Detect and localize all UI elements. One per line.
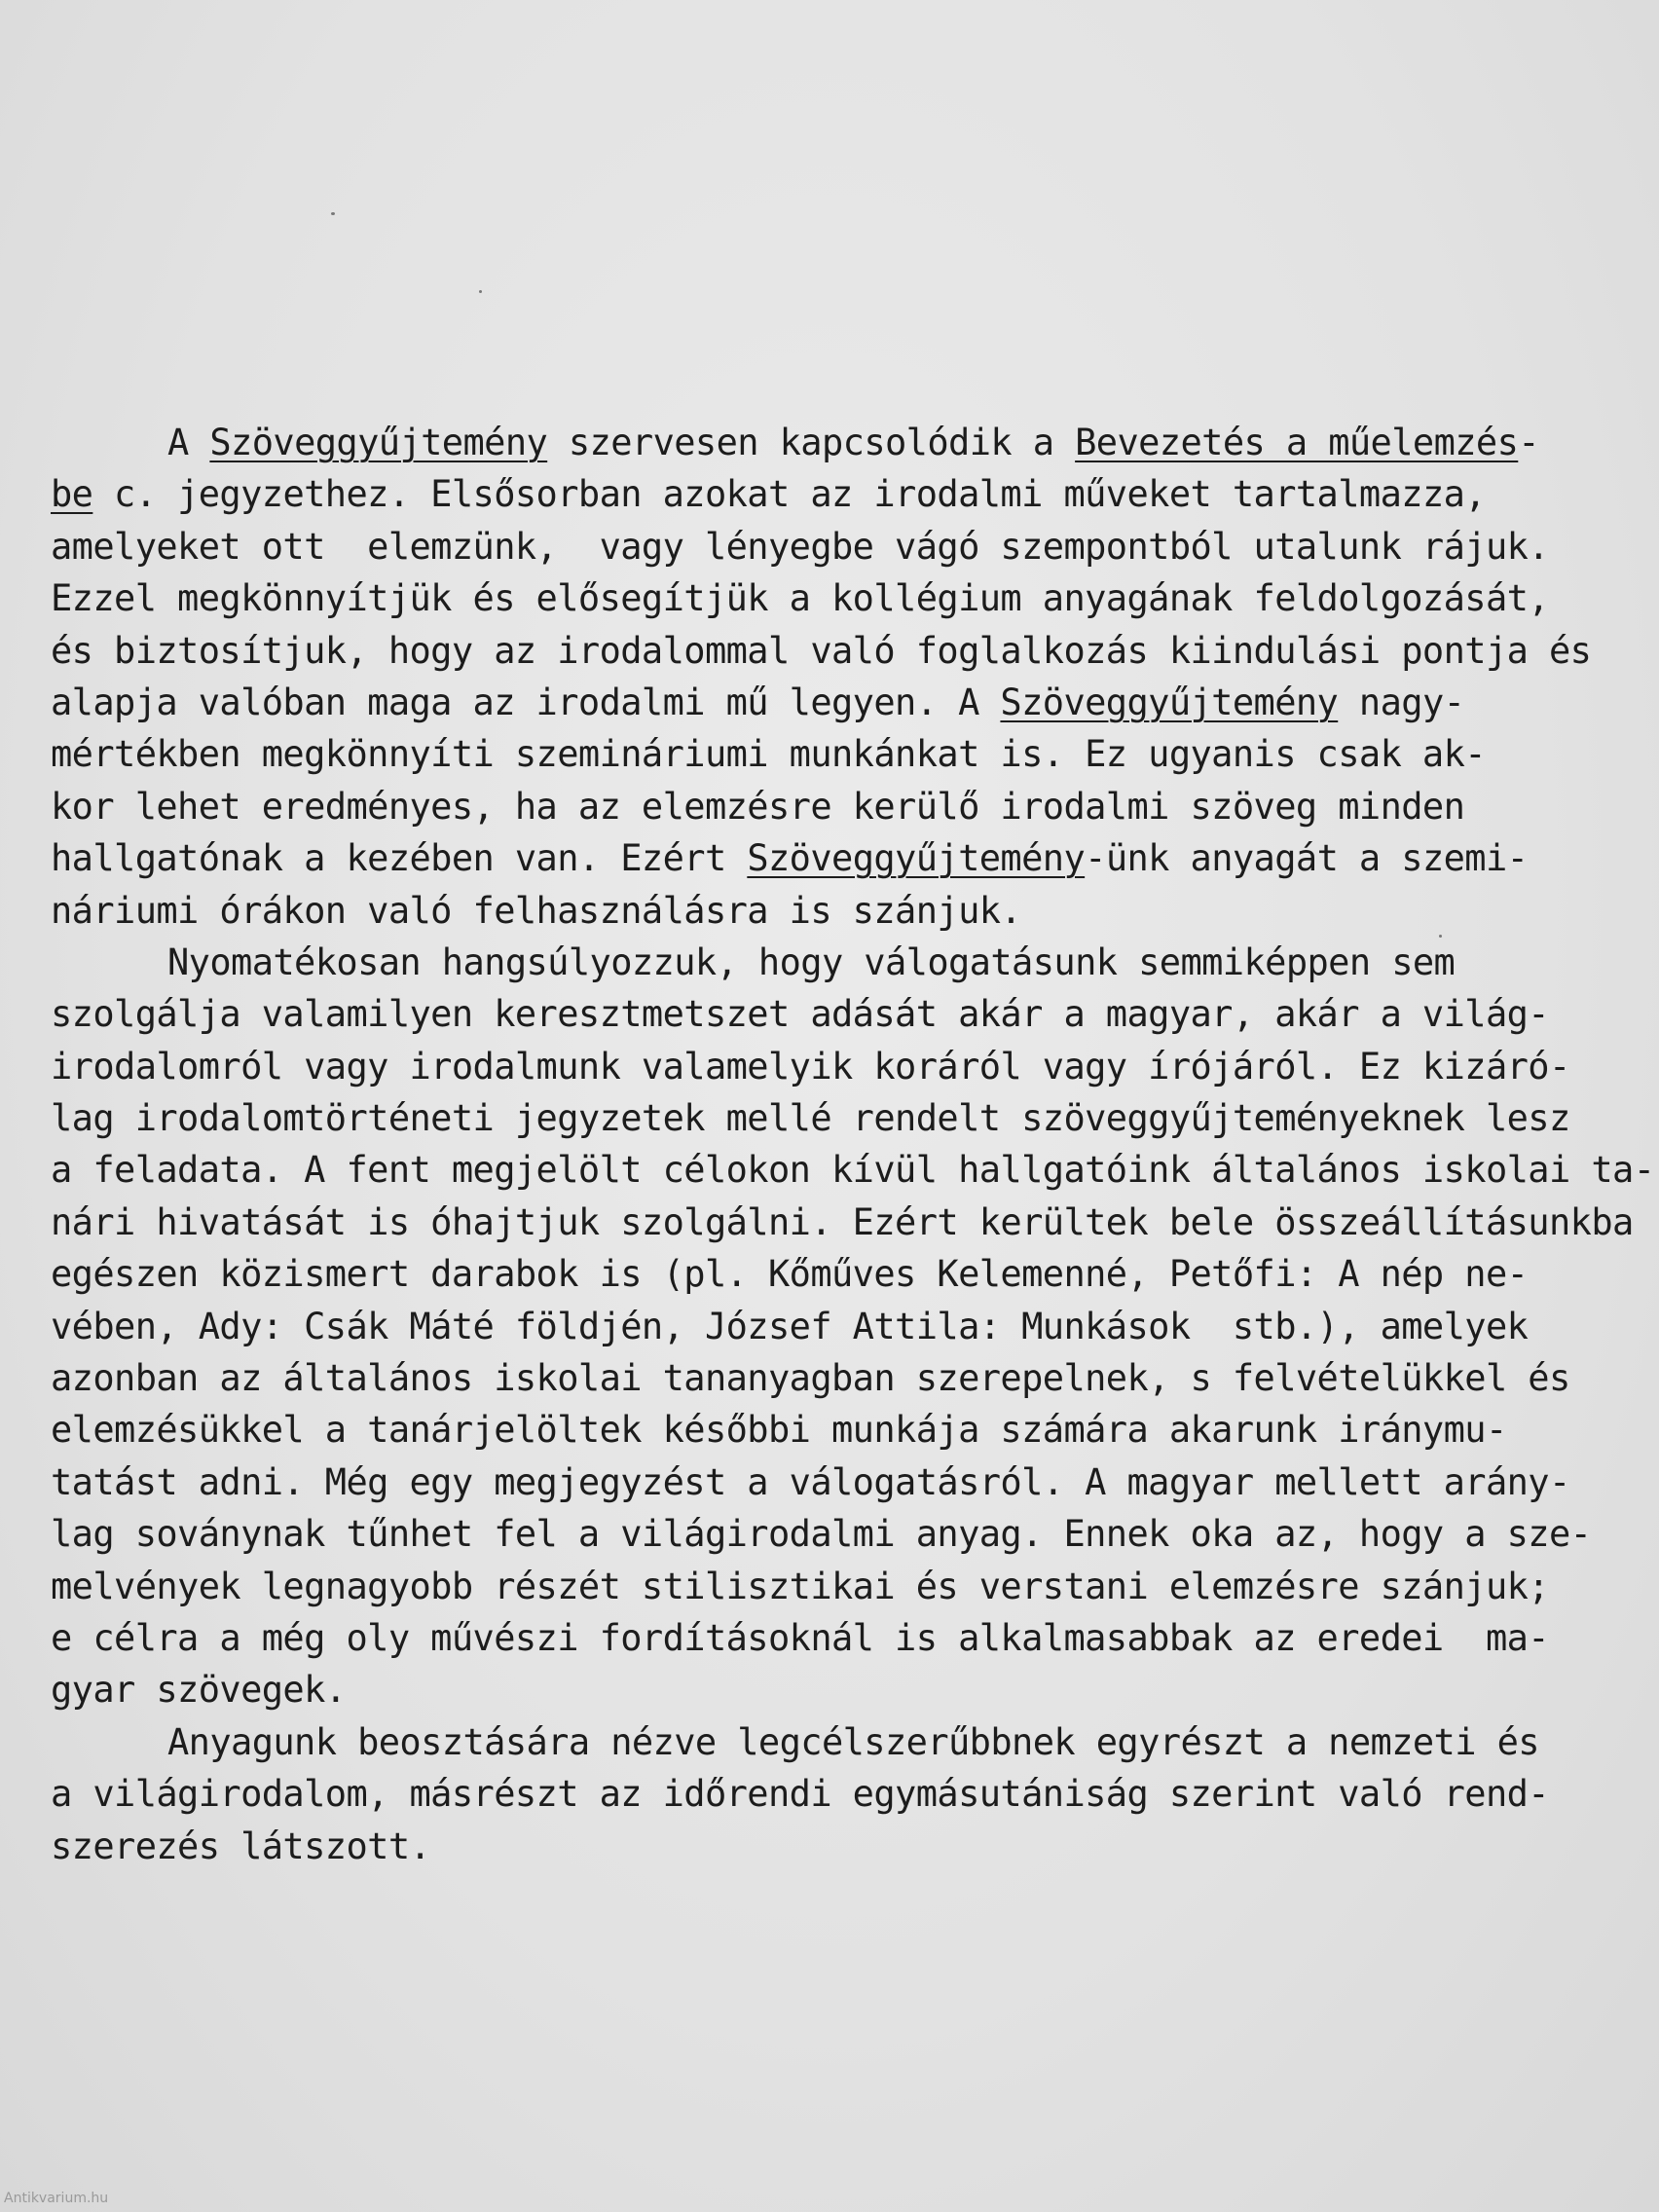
text-segment: kor lehet eredményes, ha az elemzésre kerülő irodalmi szöveg minden [51,785,1465,828]
text-segment: Anyagunk beosztására nézve legcélszerűbbnek egyrészt a nemzeti és [167,1720,1539,1763]
text-segment: tatást adni. Még egy megjegyzést a válogatásról. A magyar mellett arány- [51,1460,1570,1503]
text-segment: elemzésükkel a tanárjelöltek későbbi munkája számára akarunk iránymu- [51,1409,1507,1452]
text-line [51,1768,1608,1820]
text-line [51,1821,1608,1872]
text-segment: - [1518,422,1539,463]
text-segment: a világirodalom, másrészt az időrendi egymásutániság szerint való rend- [51,1773,1549,1816]
text-line [51,1508,1608,1560]
text-segment: náriumi órákon való felhasználásra is szánjuk. [51,889,1022,932]
text-line [51,521,1608,572]
text-segment: szervesen kapcsolódik a [547,422,1076,463]
text-segment: vében, Ady: Csák Máté földjén, József Attila: Munkások stb.), amelyek [51,1305,1529,1347]
text-line [51,1197,1634,1248]
underlined-title: Szöveggyűjtemény [747,837,1086,880]
text-line [51,728,1608,780]
text-segment: gyar szövegek. [51,1669,347,1712]
watermark: Antikvarium.hu [4,2191,109,2206]
text-segment: nári hivatását is óhajtjuk szolgálni. Ezért kerültek bele összeállításunkba [51,1200,1634,1243]
body-text [51,417,1655,1872]
text-line [51,417,1608,468]
text-line [51,625,1608,677]
underlined-title: Szöveggyűjtemény [209,422,548,463]
text-segment: Ezzel megkönnyítjük és elősegítjük a kollégium anyagának feldolgozását, [51,577,1549,620]
underlined-title: Szöveggyűjtemény [1000,681,1339,723]
text-segment: melvények legnagyobb részét stilisztikai és verstani elemzésre szánjuk; [51,1565,1549,1607]
text-line [51,937,1608,988]
text-segment: alapja valóban maga az irodalmi mű legyen. A [51,681,1001,723]
text-line [51,832,1608,884]
paper-speck [331,212,335,215]
text-line [51,1092,1608,1144]
text-segment: szolgálja valamilyen keresztmetszet adását akár a magyar, akár a világ- [51,993,1549,1036]
text-segment: Nyomatékosan hangsúlyozzuk, hogy válogatásunk semmiképpen sem [167,940,1456,983]
text-segment: egészen közismert darabok is (pl. Kőműves Kelemenné, Petőfi: A nép ne- [51,1253,1529,1296]
text-line [51,1612,1608,1664]
text-line [51,781,1608,832]
text-line [51,1561,1608,1612]
text-segment: azonban az általános iskolai tananyagban szerepelnek, s felvételükkel és [51,1357,1570,1400]
text-line [51,677,1608,728]
underlined-title: Bevezetés a műelemzés [1075,422,1519,463]
text-segment: mértékben megkönnyíti szemináriumi munkánkat is. Ez ugyanis csak ak- [51,733,1486,776]
text-segment: amelyeket ott elemzünk, vagy lényegbe vágó szempontból utalunk rájuk. [51,525,1549,568]
text-segment: és biztosítjuk, hogy az irodalommal való foglalkozás kiindulási pontja és [51,629,1592,672]
text-segment: a feladata. A fent megjelölt célokon kívül hallgatóink általános iskolai ta- [51,1149,1655,1192]
text-segment: e célra a még oly művészi fordításoknál is alkalmasabbak az eredei ma- [51,1616,1549,1659]
text-line [51,1716,1608,1768]
text-segment: c. jegyzethez. Elsősorban azokat az irodalmi műveket tartalmazza, [92,473,1486,516]
underlined-title: be [51,473,93,516]
text-line [51,572,1608,624]
text-segment: lag soványnak tűnhet fel a világirodalmi anyag. Ennek oka az, hogy a sze- [51,1513,1592,1556]
text-line [51,1041,1608,1092]
text-line [51,1404,1608,1456]
text-line [51,1352,1608,1404]
text-line [51,468,1608,520]
text-segment: irodalomról vagy irodalmunk valamelyik koráról vagy írójáról. Ez kizáró- [51,1045,1570,1088]
text-line [51,1144,1655,1196]
text-line [51,988,1608,1040]
text-segment: hallgatónak a kezében van. Ezért [51,837,748,880]
paper-speck [479,290,482,293]
text-segment: szerezés látszott. [51,1825,431,1867]
text-line [51,1301,1608,1352]
text-segment: lag irodalomtörténeti jegyzetek mellé rendelt szöveggyűjteményeknek lesz [51,1097,1570,1140]
text-segment: -ünk anyagát a szemi- [1085,837,1529,880]
text-line [51,885,1608,937]
text-segment: A [167,422,210,463]
text-line [51,1456,1608,1508]
text-line [51,1664,1608,1715]
text-segment: nagy- [1338,681,1465,723]
text-line [51,1248,1608,1300]
